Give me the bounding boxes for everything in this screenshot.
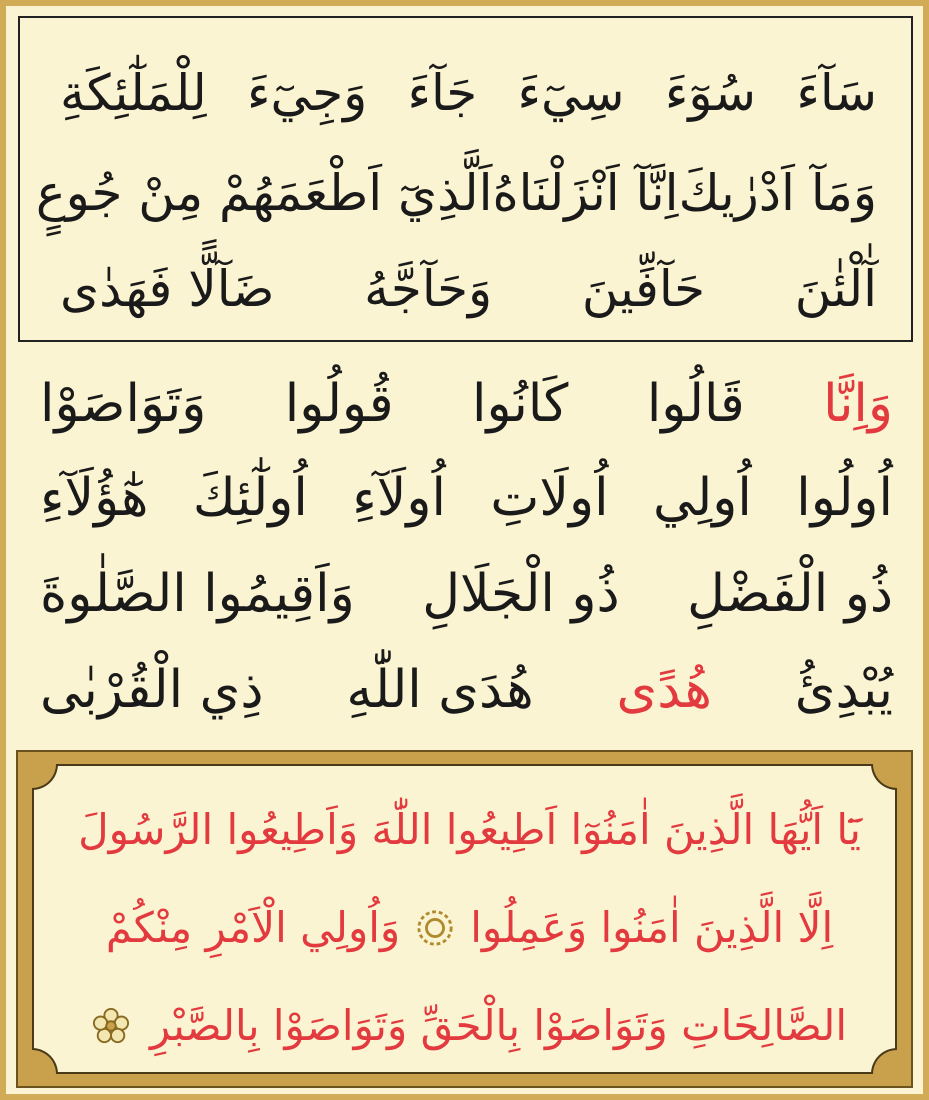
waw-alif-examples [6,348,923,746]
word: هُدًى [616,660,712,720]
mid-row-1 [6,358,923,450]
frame-row-2 [34,878,895,978]
ayah-flower-icon [92,1007,130,1045]
word: اُولٰٓئِكَ [192,468,308,528]
word: هُدَى اللّٰهِ [346,660,534,720]
word: حَآفِّينَ [581,260,706,318]
word: اِنَّآ اَنْزَلْنَاهُ [492,164,679,222]
word: اَلَّذِيٓ اَطْعَمَهُمْ مِنْ جُوعٍ [35,164,493,222]
word: وَمَآ اَدْرٰيكَ [678,164,877,222]
word: ضَآلًّا فَهَدٰى [60,260,275,318]
word: وَاَقِيمُوا الصَّلٰوةَ [40,564,355,624]
word: يُبْدِئُ [794,660,893,720]
verse-line: وَاُولِي الْاَمْرِ مِنْكُمْ [105,903,401,952]
ayah-frame [16,750,913,1088]
ayah-frame-inner [32,764,897,1074]
box1-row-3 [20,244,911,334]
word: كَانُوا [472,374,569,434]
word: ذِي الْقُرْبٰى [40,660,264,720]
mid-row-2 [6,452,923,544]
verse-line: الصَّالِحَاتِ وَتَوَاصَوْا بِالْحَقِّ وَتَوَاصَوْا بِالصَّبْرِ [149,1001,848,1050]
word: وَاِنَّا [823,374,893,434]
word: ذُو الْجَلَالِ [422,564,620,624]
word: جَآءَ [407,64,478,122]
word: وَحَآجَّهُ [364,260,493,318]
word: قَالُوا [646,374,745,434]
word: اُولُوا [796,468,893,528]
word: ذُو الْفَضْلِ [687,564,893,624]
word: سَآءَ [796,64,877,122]
word: وَتَوَاصَوْا [40,374,207,434]
word: اُولَاتِ [490,468,609,528]
word: لِلْمَلٰٓئِكَةِ [60,64,207,122]
verse-line: يَٓا اَيُّهَا الَّذِينَ اٰمَنُوٓا اَطِيعُوا اللّٰهَ وَاَطِيعُوا الرَّسُولَ [78,805,861,854]
frame-row-1 [34,780,895,880]
word: اُولِي [653,468,752,528]
mid-row-3 [6,548,923,640]
ayah-rosette-icon [416,909,454,947]
word: سِيٓءَ [517,64,625,122]
box1-row-2 [20,148,911,238]
madd-examples-box [18,16,913,342]
word: هٰٓؤُلَآءِ [40,468,149,528]
mid-row-4 [6,644,923,736]
word: وَجِيٓءَ [247,64,368,122]
word: سُوٓءَ [664,64,757,122]
frame-row-3 [34,976,895,1076]
verse-line: اِلَّا الَّذِينَ اٰمَنُوا وَعَمِلُوا [470,903,834,952]
word: آٰلْئٰنَ [794,260,877,318]
box1-row-1 [20,48,911,138]
word: اُولَآءِ [352,468,446,528]
word: قُولُوا [284,374,394,434]
